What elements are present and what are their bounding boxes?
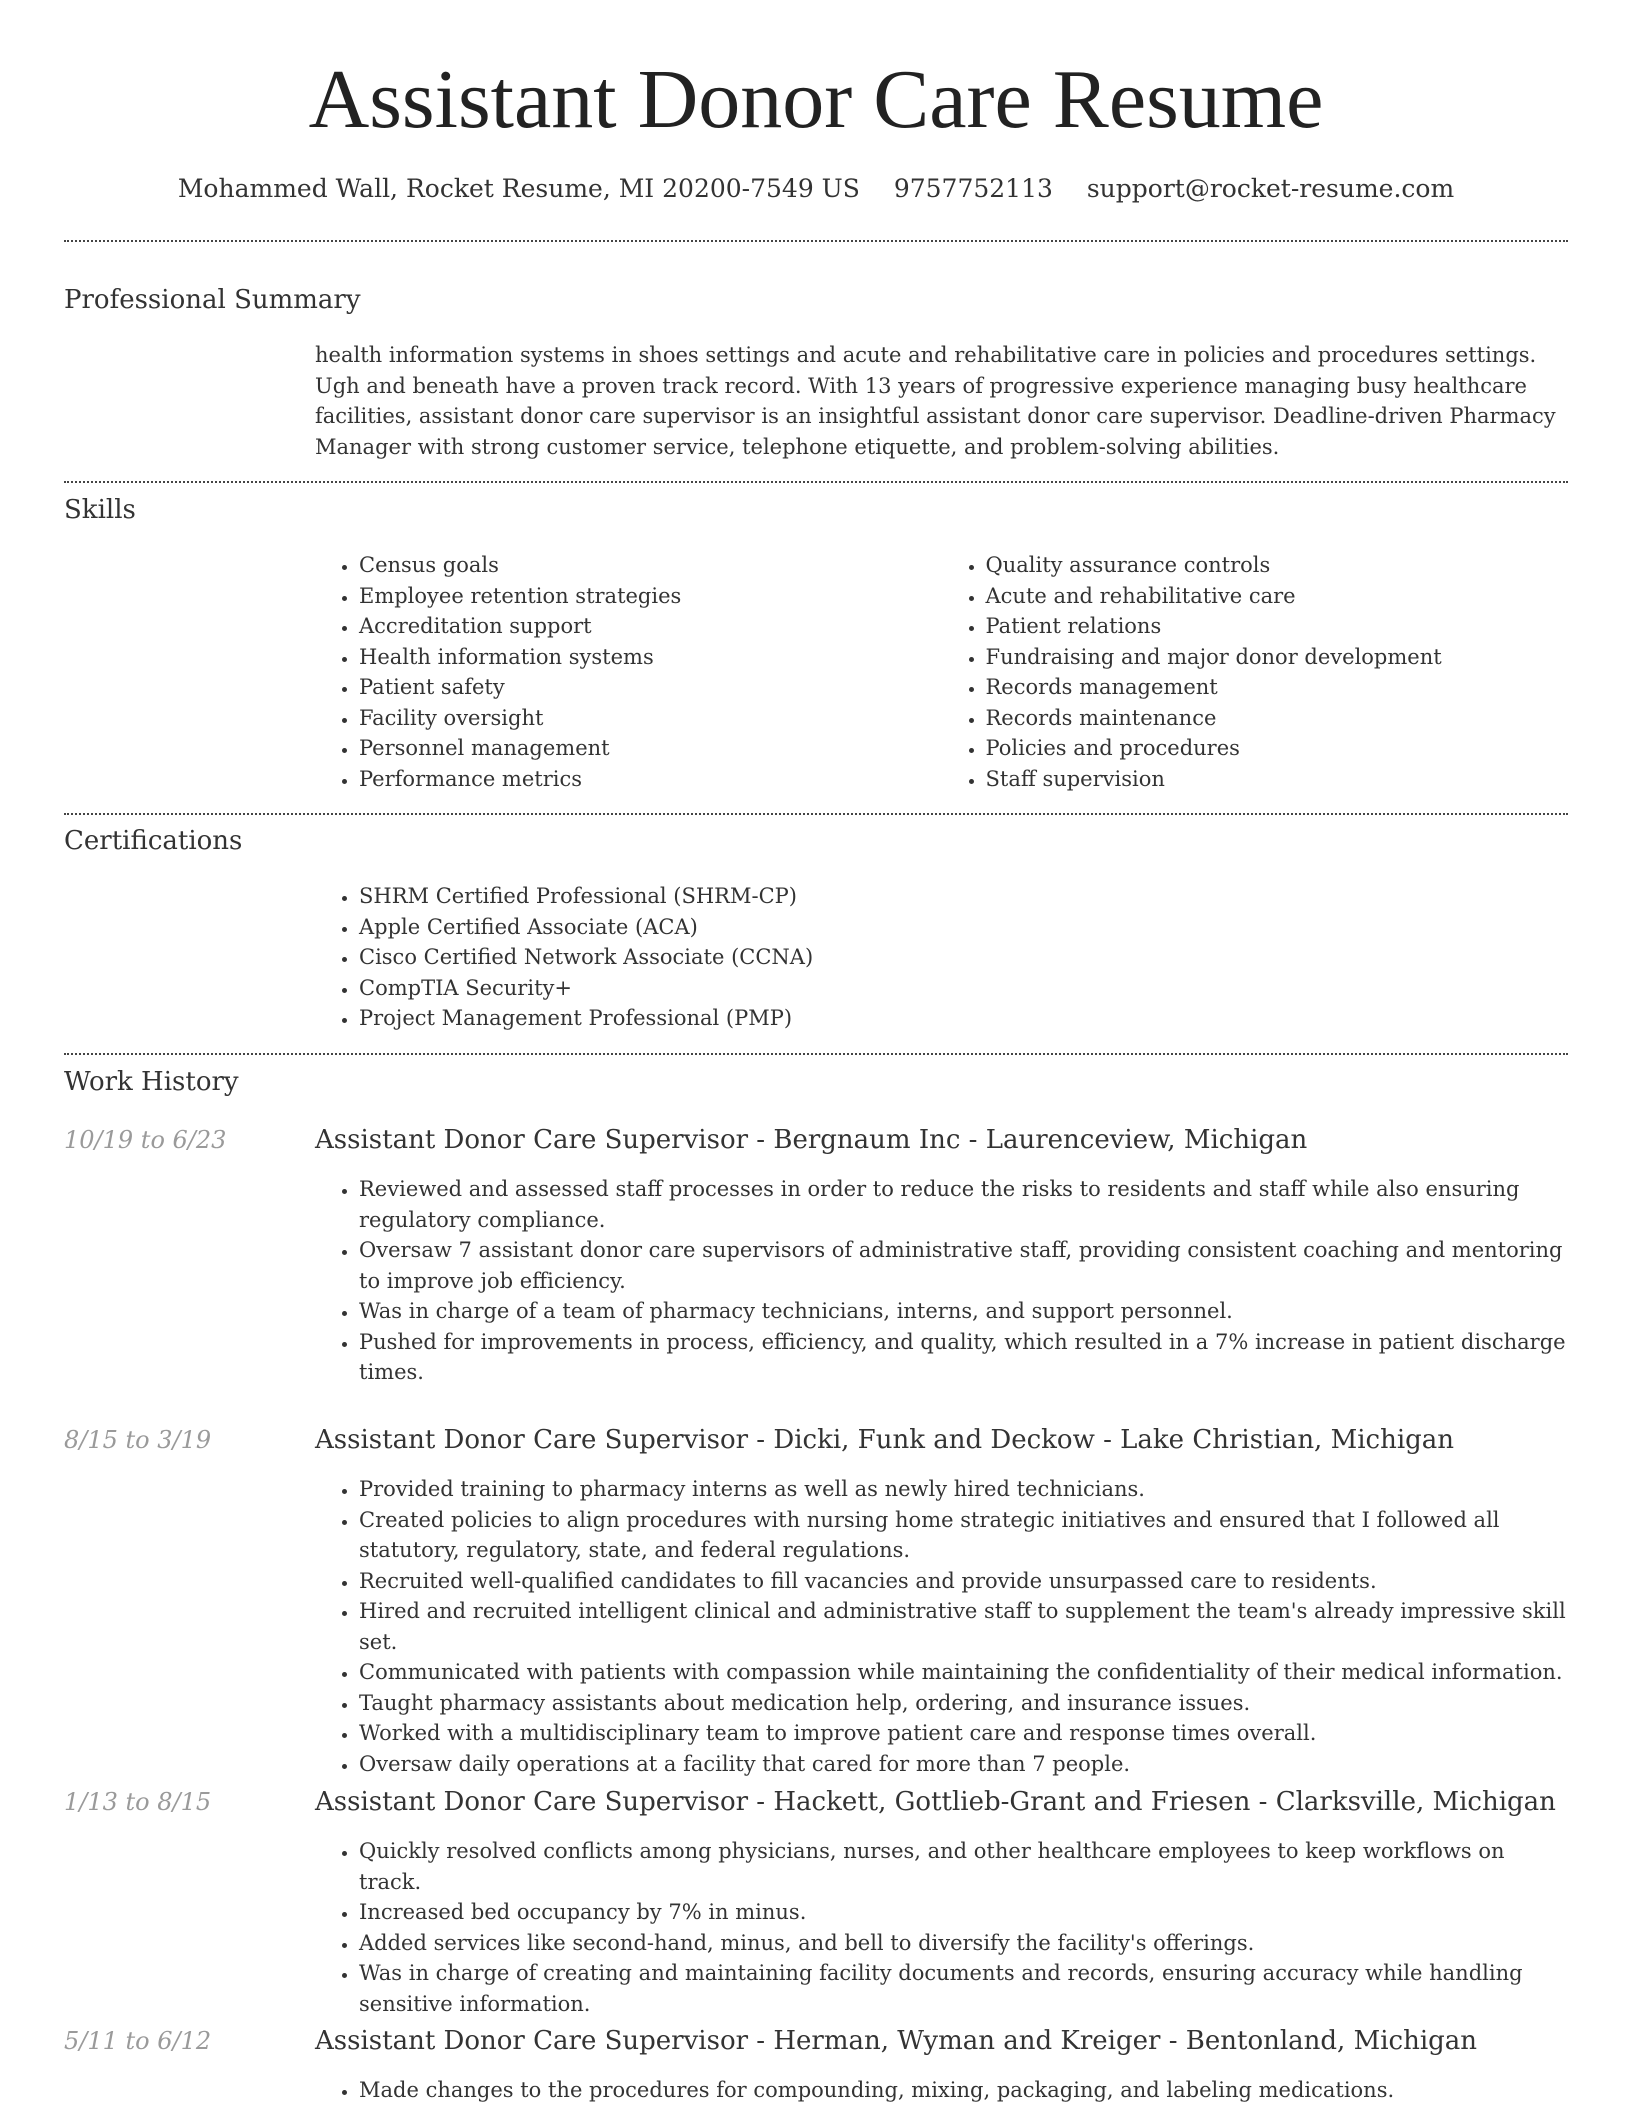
job-bullet: • Quickly resolved conflicts among physicians, nurses, and other healthcare employees to keep workflows on track. (359, 1836, 1568, 1897)
skill-item: • Census goals (359, 550, 942, 581)
skills-list-left (315, 550, 942, 794)
resume-title: Assistant Donor Care Resume (308, 53, 1324, 146)
certification-item: • Project Management Professional (PMP) (359, 1003, 1568, 1034)
job-bullet: • Added services like second-hand, minus, and bell to diversify the facility's offerings. (359, 1928, 1568, 1959)
job-bullet: • Hired and recruited intelligent clinical and administrative staff to supplement the team's already impressive skill set. (359, 1596, 1568, 1657)
summary-heading: Professional Summary (64, 285, 361, 315)
skill-item: • Employee retention strategies (359, 581, 942, 612)
job-dates: 8/15 to 3/19 (64, 1426, 212, 1454)
certifications-section (315, 881, 1568, 1034)
job-dates: 1/13 to 8/15 (64, 1788, 212, 1816)
skill-item: • Records maintenance (986, 703, 1569, 734)
skill-item: • Accreditation support (359, 611, 942, 642)
certifications-list (315, 881, 1568, 1034)
job-title: Assistant Donor Care Supervisor - Hackett, Gottlieb-Grant and Friesen - Clarksville, Michigan (315, 1787, 1556, 1817)
skill-item: • Policies and procedures (986, 733, 1569, 764)
job-title: Assistant Donor Care Supervisor - Dicki, Funk and Deckow - Lake Christian, Michigan (315, 1425, 1455, 1455)
skill-item: • Staff supervision (986, 764, 1569, 795)
job-bullets (315, 1474, 1568, 1779)
job-title: Assistant Donor Care Supervisor - Herman, Wyman and Kreiger - Bentonland, Michigan (315, 2026, 1478, 2056)
skill-item: • Health information systems (359, 642, 942, 673)
job-bullet: • Oversaw daily operations at a facility that cared for more than 7 people. (359, 1749, 1568, 1780)
skill-item: • Acute and rehabilitative care (986, 581, 1569, 612)
contact-phone: 9757752113 (893, 174, 1053, 203)
work-history-heading: Work History (64, 1067, 239, 1097)
divider (64, 481, 1568, 483)
skills-list-right (942, 550, 1569, 794)
certification-item: • Cisco Certified Network Associate (CCNA) (359, 942, 1568, 973)
skill-item: • Patient relations (986, 611, 1569, 642)
certification-item: • SHRM Certified Professional (SHRM-CP) (359, 881, 1568, 912)
job-dates: 5/11 to 6/12 (64, 2027, 212, 2055)
skills-heading: Skills (64, 495, 136, 525)
skill-item: • Records management (986, 672, 1569, 703)
job-dates: 10/19 to 6/23 (64, 1126, 227, 1154)
job-bullet: • Was in charge of a team of pharmacy technicians, interns, and support personnel. (359, 1296, 1568, 1327)
job-bullet: • Increased bed occupancy by 7% in minus. (359, 1897, 1568, 1928)
job-bullet: • Provided training to pharmacy interns as well as newly hired technicians. (359, 1474, 1568, 1505)
skill-item: • Quality assurance controls (986, 550, 1569, 581)
summary-section (315, 340, 1568, 462)
skill-item: • Patient safety (359, 672, 942, 703)
job-bullet: • Taught pharmacy assistants about medication help, ordering, and insurance issues. (359, 1688, 1568, 1719)
skills-section (315, 550, 1568, 794)
divider (64, 240, 1568, 242)
job-bullet: • Made changes to the procedures for compounding, mixing, packaging, and labeling medications. (359, 2075, 1568, 2106)
job-bullet: • Created policies to align procedures with nursing home strategic initiatives and ensured that I followed all statutory, regulatory, state, and federal regulations. (359, 1505, 1568, 1566)
job-bullet: • Recruited well-qualified candidates to fill vacancies and provide unsurpassed care to residents. (359, 1566, 1568, 1597)
skill-item: • Facility oversight (359, 703, 942, 734)
job-bullet: • Worked with a multidisciplinary team to improve patient care and response times overall. (359, 1718, 1568, 1749)
job-bullet: • Was in charge of creating and maintaining facility documents and records, ensuring accuracy while handling sensitive information. (359, 1958, 1568, 2019)
job-bullets (315, 2075, 1568, 2106)
job-bullet: • Communicated with patients with compassion while maintaining the confidentiality of their medical information. (359, 1657, 1568, 1688)
divider (64, 813, 1568, 815)
contact-line (0, 172, 1632, 206)
divider (64, 1053, 1568, 1055)
job-bullet: • Oversaw 7 assistant donor care supervisors of administrative staff, providing consistent coaching and mentoring to improve job efficiency. (359, 1235, 1568, 1296)
job-title: Assistant Donor Care Supervisor - Bergnaum Inc - Laurenceview, Michigan (315, 1125, 1308, 1155)
certifications-heading: Certifications (64, 826, 243, 856)
certification-item: • CompTIA Security+ (359, 973, 1568, 1004)
job-bullet: • Reviewed and assessed staff processes in order to reduce the risks to residents and staff while also ensuring regulatory compliance. (359, 1174, 1568, 1235)
job-bullet: • Pushed for improvements in process, efficiency, and quality, which resulted in a 7% increase in patient discharge times. (359, 1327, 1568, 1388)
job-bullets (315, 1174, 1568, 1388)
certification-item: • Apple Certified Associate (ACA) (359, 912, 1568, 943)
summary-text: health information systems in shoes settings and acute and rehabilitative care in policies and procedures settings. Ugh and beneath have a proven track record. With 13 years of progressive experience managing busy healthcare facilities, assistant donor care supervisor is an insightful assistant donor care supervisor. Deadline-driven Pharmacy Manager with strong customer service, telephone etiquette, and problem-solving abilities. (315, 343, 1556, 459)
contact-email: support@rocket-resume.com (1086, 174, 1455, 203)
skill-item: • Performance metrics (359, 764, 942, 795)
contact-address: Mohammed Wall, Rocket Resume, MI 20200-7549 US (177, 174, 860, 203)
skill-item: • Personnel management (359, 733, 942, 764)
skill-item: • Fundraising and major donor development (986, 642, 1569, 673)
job-bullets (315, 1836, 1568, 2019)
